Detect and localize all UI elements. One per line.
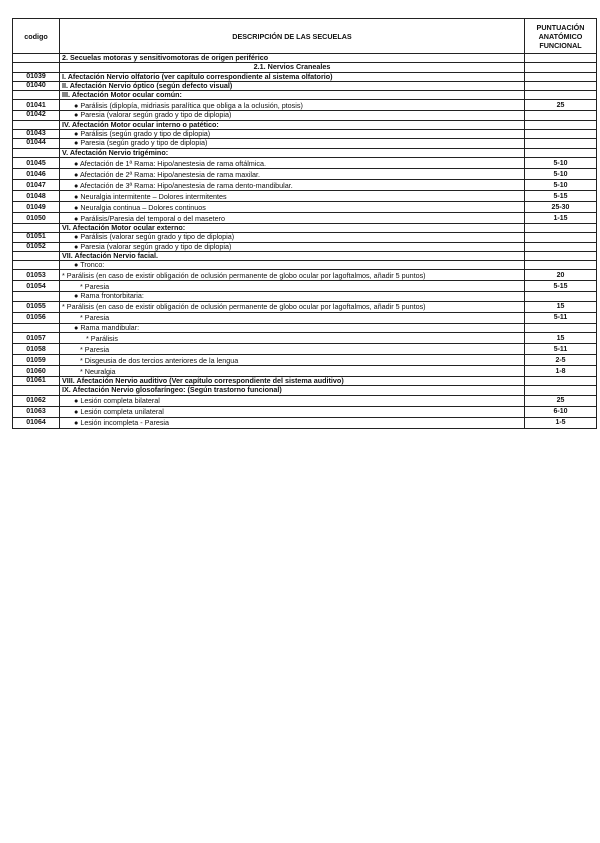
table-row [13,111,597,120]
table-row [13,301,597,312]
row-code [13,148,60,157]
row-description: 2.1. Nervios Craneales [60,63,525,72]
row-description: ● Paresia (según grado y tipo de diplopia) [60,139,525,148]
row-score: 20 [525,270,597,281]
row-code: 01053 [13,270,60,281]
row-code: 01042 [13,111,60,120]
row-description: ● Parálisis (según grado y tipo de diplopia) [60,130,525,139]
row-description: VI. Afectación Motor ocular externo: [60,223,525,232]
row-description: * Disgeusia de dos tercios anteriores de la lengua [60,355,525,366]
row-description: ● Afectación de 1ª Rama: Hipo/anestesia de rama oftálmica. [60,157,525,168]
row-score: 25-30 [525,201,597,212]
row-description: ● Neuralgia intermitente – Dolores intermitentes [60,190,525,201]
row-code: 01050 [13,212,60,223]
row-score [525,223,597,232]
row-score: 5-15 [525,190,597,201]
sequelae-table [12,18,597,429]
table-row [13,251,597,260]
row-description: ● Lesión completa bilateral [60,395,525,406]
table-row [13,366,597,377]
row-score: 15 [525,301,597,312]
table-header-row [13,19,597,54]
row-score: 5-11 [525,312,597,323]
table-row [13,386,597,395]
row-description: VIII. Afectación Nervio auditivo (Ver capítulo correspondiente del sistema auditivo) [60,377,525,386]
table-row [13,344,597,355]
row-score: 5-10 [525,179,597,190]
row-description: II. Afectación Nervio óptico (según defecto visual) [60,81,525,90]
row-score [525,386,597,395]
row-score [525,63,597,72]
table-row [13,223,597,232]
row-description: ● Parálisis (diplopía, midriasis paralítica que obliga a la oclusión, ptosis) [60,100,525,111]
row-score [525,323,597,332]
row-code: 01058 [13,344,60,355]
table-row [13,168,597,179]
row-code [13,54,60,63]
row-score [525,81,597,90]
row-code: 01045 [13,157,60,168]
table-row [13,130,597,139]
table-row [13,270,597,281]
row-code [13,386,60,395]
row-score [525,377,597,386]
row-code: 01061 [13,377,60,386]
row-code: 01052 [13,242,60,251]
row-score [525,148,597,157]
row-score: 5-11 [525,344,597,355]
row-score: 1-15 [525,212,597,223]
row-code: 01055 [13,301,60,312]
table-row [13,54,597,63]
row-code: 01046 [13,168,60,179]
table-body [13,54,597,429]
row-code: 01049 [13,201,60,212]
row-code: 01057 [13,333,60,344]
row-description: ● Neuralgia continua – Dolores continuos [60,201,525,212]
table-row [13,72,597,81]
table-row [13,91,597,100]
row-score [525,120,597,129]
row-code: 01043 [13,130,60,139]
row-score [525,54,597,63]
row-description: * Neuralgia [60,366,525,377]
row-score [525,233,597,242]
table-row [13,63,597,72]
row-score: 2-5 [525,355,597,366]
table-row [13,417,597,428]
row-score: 25 [525,395,597,406]
row-score: 1-8 [525,366,597,377]
row-score [525,91,597,100]
row-score: 25 [525,100,597,111]
table-row [13,261,597,270]
row-code: 01040 [13,81,60,90]
row-code [13,91,60,100]
row-score [525,251,597,260]
table-row [13,179,597,190]
row-score: 5-10 [525,157,597,168]
row-code [13,63,60,72]
row-code [13,261,60,270]
row-code: 01063 [13,406,60,417]
row-description: IV. Afectación Motor ocular interno o patético: [60,120,525,129]
row-code [13,251,60,260]
row-score [525,292,597,301]
row-description: ● Tronco: [60,261,525,270]
row-code: 01039 [13,72,60,81]
row-description: ● Afectación de 3ª Rama: Hipo/anestesia de rama dento-mandibular. [60,179,525,190]
description-column-header: DESCRIPCIÓN DE LAS SECUELAS [60,19,525,54]
row-description: ● Paresia (valorar según grado y tipo de diplopia) [60,242,525,251]
row-description: * Parálisis (en caso de existir obligación de oclusión permanente de globo ocular por lagoftalmos, añadir 5 puntos) [60,270,525,281]
row-score: 15 [525,333,597,344]
row-score [525,130,597,139]
score-column-header: PUNTUACIÓN ANATÓMICO FUNCIONAL [525,19,597,54]
row-description: ● Rama mandibular: [60,323,525,332]
code-column-header: codigo [13,19,60,54]
row-score: 5-10 [525,168,597,179]
row-description: * Paresia [60,344,525,355]
row-code: 01051 [13,233,60,242]
row-description: IX. Afectación Nervio glosofaríngeo: (Según trastorno funcional) [60,386,525,395]
row-description: ● Parálisis/Paresia del temporal o del masetero [60,212,525,223]
row-code [13,223,60,232]
row-code: 01060 [13,366,60,377]
row-code: 01059 [13,355,60,366]
row-score [525,139,597,148]
table-row [13,201,597,212]
table-row [13,355,597,366]
row-description: ● Afectación de 2ª Rama: Hipo/anestesia de rama maxilar. [60,168,525,179]
table-row [13,212,597,223]
row-score [525,261,597,270]
table-row [13,395,597,406]
row-description: * Parálisis [60,333,525,344]
table-row [13,100,597,111]
row-code: 01064 [13,417,60,428]
row-description: * Paresia [60,312,525,323]
row-description: V. Afectación Nervio trigémino: [60,148,525,157]
table-row [13,312,597,323]
row-code: 01047 [13,179,60,190]
row-score: 5-15 [525,281,597,292]
table-row [13,281,597,292]
row-score: 6-10 [525,406,597,417]
row-description: ● Parálisis (valorar según grado y tipo de diplopia) [60,233,525,242]
row-score [525,72,597,81]
row-description: VII. Afectación Nervio facial. [60,251,525,260]
row-description: III. Afectación Motor ocular común: [60,91,525,100]
row-description: I. Afectación Nervio olfatorio (ver capítulo correspondiente al sistema olfatorio) [60,72,525,81]
row-code: 01044 [13,139,60,148]
row-score [525,111,597,120]
row-score: 1-5 [525,417,597,428]
table-row [13,292,597,301]
row-description: 2. Secuelas motoras y sensitivomotoras de origen periférico [60,54,525,63]
row-code [13,120,60,129]
table-row [13,139,597,148]
row-code [13,292,60,301]
sequelae-table-sheet [12,18,596,429]
table-row [13,333,597,344]
table-row [13,120,597,129]
row-description: * Paresia [60,281,525,292]
row-code: 01054 [13,281,60,292]
row-code: 01062 [13,395,60,406]
table-row [13,377,597,386]
table-row [13,190,597,201]
row-description: * Parálisis (en caso de existir obligación de oclusión permanente de globo ocular por lagoftalmos, añadir 5 puntos) [60,301,525,312]
row-description: ● Lesión incompleta - Paresia [60,417,525,428]
row-score [525,242,597,251]
table-row [13,148,597,157]
row-description: ● Lesión completa unilateral [60,406,525,417]
row-code: 01056 [13,312,60,323]
table-row [13,242,597,251]
row-code [13,323,60,332]
table-row [13,233,597,242]
row-description: ● Paresia (valorar según grado y tipo de diplopia) [60,111,525,120]
row-description: ● Rama frontorbitaria: [60,292,525,301]
row-code: 01041 [13,100,60,111]
row-code: 01048 [13,190,60,201]
table-row [13,323,597,332]
table-row [13,81,597,90]
table-row [13,406,597,417]
table-row [13,157,597,168]
